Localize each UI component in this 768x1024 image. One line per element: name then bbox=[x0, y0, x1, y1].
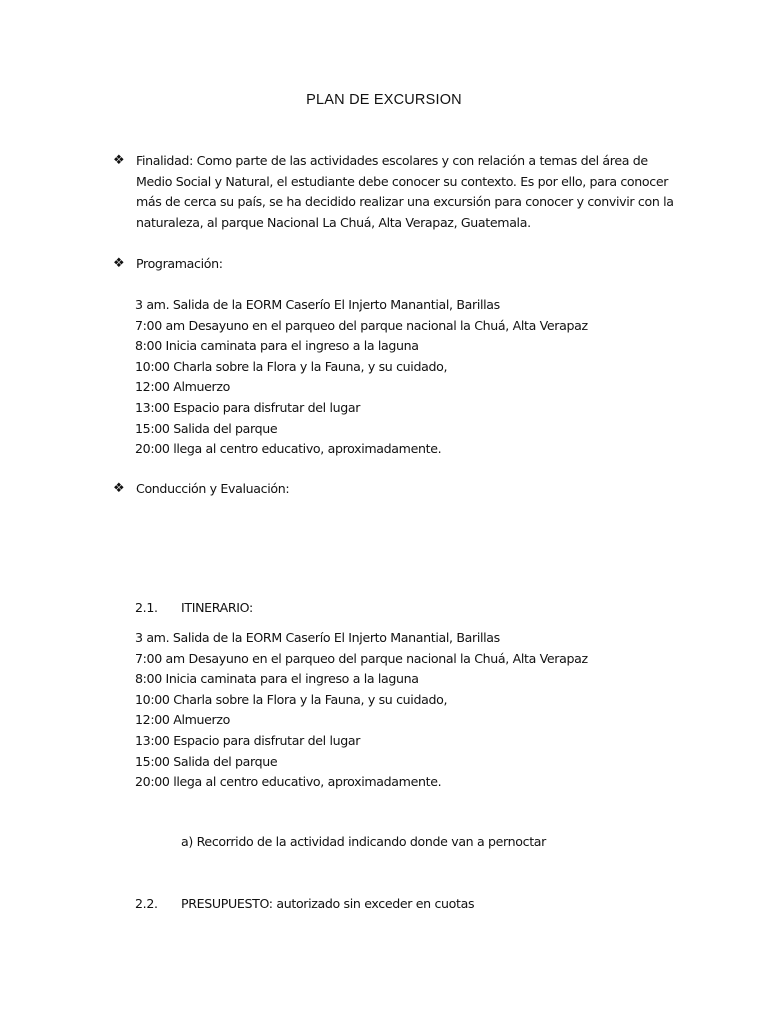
list-item: 12:00 Almuerzo bbox=[135, 712, 231, 728]
list-item: 8:00 Inicia caminata para el ingreso a la laguna bbox=[135, 671, 419, 687]
itinerario-list bbox=[135, 628, 588, 793]
list-item: 13:00 Espacio para disfrutar del lugar bbox=[135, 399, 361, 415]
list-item: 15:00 Salida del parque bbox=[135, 420, 278, 436]
finalidad-paragraph: Finalidad: Como parte de las actividades escolares y con relación a temas del área de Medio Social y Natural, el estudiante debe conocer su contexto. Es por ello, para conocer más de cerca su país, se ha decidido realizar una excursión para conocer y convivir con la naturaleza, al parque Nacional La Chuá, Alta Verapaz, Guatemala. bbox=[136, 153, 674, 230]
presupuesto-number: 2.2. bbox=[135, 896, 158, 911]
document-title: PLAN DE EXCURSION bbox=[306, 92, 462, 108]
bullet-diamond-icon: ❖ bbox=[113, 481, 125, 496]
programacion-list bbox=[135, 295, 588, 460]
list-item: 13:00 Espacio para disfrutar del lugar bbox=[135, 732, 361, 748]
list-item: 8:00 Inicia caminata para el ingreso a la laguna bbox=[135, 338, 419, 354]
recorrido-sub-item: a) Recorrido de la actividad indicando donde van a pernoctar bbox=[181, 834, 546, 849]
list-item: 15:00 Salida del parque bbox=[135, 753, 278, 769]
list-item: 3 am. Salida de la EORM Caserío El Injerto Manantial, Barillas bbox=[135, 297, 500, 312]
list-item: 3 am. Salida de la EORM Caserío El Injerto Manantial, Barillas bbox=[135, 630, 500, 645]
itinerario-heading: ITINERARIO: bbox=[181, 600, 253, 615]
programacion-label: Programación: bbox=[136, 256, 223, 271]
list-item: 7:00 am Desayuno en el parqueo del parque nacional la Chuá, Alta Verapaz bbox=[135, 317, 588, 333]
bullet-diamond-icon: ❖ bbox=[113, 153, 125, 168]
list-item: 10:00 Charla sobre la Flora y la Fauna, y su cuidado, bbox=[135, 691, 448, 707]
itinerario-number: 2.1. bbox=[135, 600, 158, 615]
list-item: 20:00 llega al centro educativo, aproximadamente. bbox=[135, 441, 442, 457]
list-item: 7:00 am Desayuno en el parqueo del parque nacional la Chuá, Alta Verapaz bbox=[135, 650, 588, 666]
conduccion-label: Conducción y Evaluación: bbox=[136, 481, 290, 496]
list-item: 10:00 Charla sobre la Flora y la Fauna, y su cuidado, bbox=[135, 358, 448, 374]
list-item: 12:00 Almuerzo bbox=[135, 379, 231, 395]
bullet-diamond-icon: ❖ bbox=[113, 256, 125, 271]
presupuesto-heading: PRESUPUESTO: autorizado sin exceder en cuotas bbox=[181, 896, 475, 911]
list-item: 20:00 llega al centro educativo, aproximadamente. bbox=[135, 774, 442, 790]
